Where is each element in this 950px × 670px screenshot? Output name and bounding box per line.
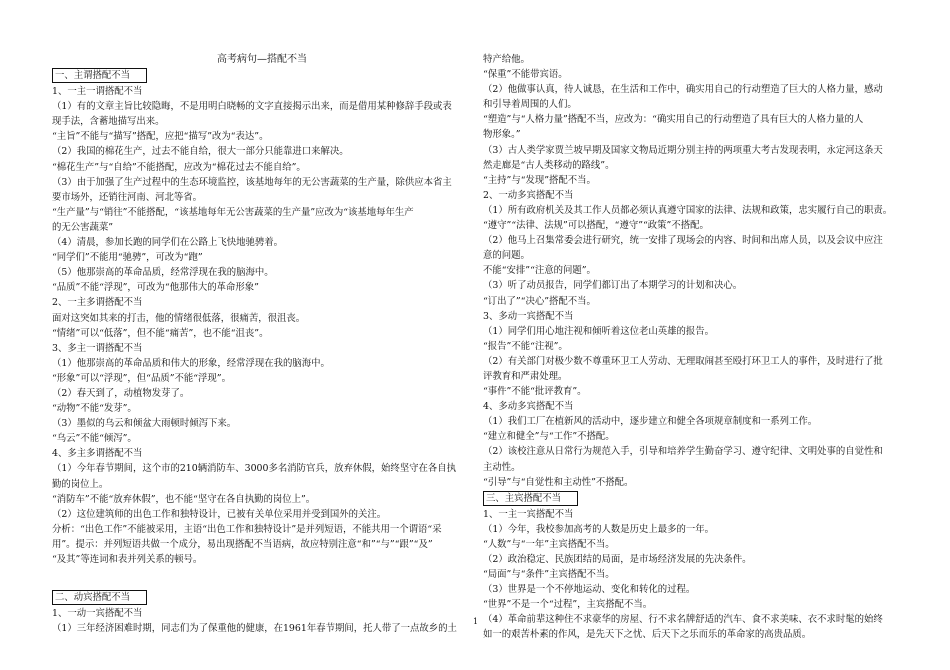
text-line: （4）清晨，参加长跑的同学们在公路上飞快地驰骋着。 <box>52 237 283 249</box>
text-line: （1）他那崇高的革命品质和伟大的形象，经常浮现在我的脑海中。 <box>52 357 330 369</box>
subheading: 1、一主一宾搭配不当 <box>483 508 574 520</box>
text-line: （2）有关部门对极少数不尊重环卫工人劳动、无理取闹甚至殴打环卫工人的事件，及时进行了批 <box>483 355 883 367</box>
text-line: “形象”可以“浮现”，但“品质”不能“浮现”。 <box>52 372 231 384</box>
text-line: “动物”不能“发芽”。 <box>52 403 137 415</box>
text-line: “情绪”可以“低落”，但不能“痛苦”，也不能“沮丧”。 <box>52 327 269 339</box>
subheading: 2、一动多宾搭配不当 <box>483 189 574 201</box>
text-line: （4）革命前辈这种住不求豪华的房屋、行不求名牌舒适的汽车、食不求美味、衣不求时髦的始终 <box>483 614 883 626</box>
page-number: 1 <box>473 617 479 626</box>
text-line: “同学们”不能用“驰骋”，可改为“跑” <box>52 252 203 264</box>
text-line: （1）今年春节期间，这个市的210辆消防车、3000多名消防官兵，放弃休假，始终坚守在各自执 <box>52 463 456 475</box>
subheading: 1、一主一谓搭配不当 <box>52 86 143 98</box>
text-line: （2）春天到了，动植物发芽了。 <box>52 387 190 399</box>
text-line: 评教育和严肃处理。 <box>483 370 568 382</box>
text-line: “事件”不能“批评教育”。 <box>483 386 587 398</box>
text-line: （1）今年，我校参加高考的人数是历史上最多的一年。 <box>483 523 714 535</box>
text-line: （1）所有政府机关及其工作人员都必须认真遵守国家的法律、法规和政策，忠实履行自己的职责。 <box>483 204 893 216</box>
text-line: “塑造”与“人格力量”搭配不当，应改为：“确实用自己的行动塑造了具有巨大的人格力量的人 <box>483 114 864 126</box>
text-line: （3）古人类学家贾兰坡早期及国家文物局近期分别主持的两项重大考古发现表明，永定河这条天 <box>483 144 883 156</box>
text-line: （1）有的文章主旨比较隐晦，不是用明白晓畅的文字直接揭示出来，而是借用某种修辞手段或表 <box>52 101 452 113</box>
text-line: “棉花生产”与“自给”不能搭配，应改为“棉花过去不能自给”。 <box>52 161 306 173</box>
text-line: 特产给他。 <box>483 54 530 65</box>
text-line: “建立和健全”与“工作”不搭配。 <box>483 431 615 443</box>
right-column <box>483 52 903 643</box>
left-column <box>52 52 472 636</box>
text-line: “人数”与“一年”主宾搭配不当。 <box>483 538 615 550</box>
section-heading-subject-object: 三、主宾搭配不当 <box>483 491 578 506</box>
text-line: “引导”与“自觉性和主动性”不搭配。 <box>483 476 634 488</box>
section-heading-subject-predicate: 一、主谓搭配不当 <box>52 68 147 83</box>
text-line: “乌云”不能“倾泻”。 <box>52 433 137 445</box>
text-line: 不能“安排”“注意的问题”。 <box>483 265 596 277</box>
subheading: 4、多主多谓搭配不当 <box>52 448 143 460</box>
subheading: 1、一动一宾搭配不当 <box>52 608 143 620</box>
text-line: 然走廊是“古人类移动的路线”。 <box>483 159 615 171</box>
text-line: “及其”等连词和表并列关系的顿号。 <box>52 554 203 565</box>
subheading: 3、多动一宾搭配不当 <box>483 310 574 322</box>
text-line: （3）世界是一个不停地运动、变化和转化的过程。 <box>483 584 696 596</box>
subheading: 4、多动多宾搭配不当 <box>483 401 574 413</box>
text-line: （1）同学们用心地注视和倾听着这位老山英雄的报告。 <box>483 325 714 337</box>
section-heading-verb-object: 二、动宾搭配不当 <box>52 590 147 605</box>
text-line: 现手法，含蓄地描写出来。 <box>52 116 165 128</box>
text-line: （2）这位建筑师的出色工作和独特设计，已被有关单位采用并受到国外的关注。 <box>52 508 387 520</box>
text-line: “报告”不能“注视”。 <box>483 340 568 352</box>
text-line: “订出了”“决心”搭配不当。 <box>483 295 596 307</box>
text-line: （1）三年经济困难时期，同志们为了保重他的健康，在1961年春节期间，托人带了一点故乡的土 <box>52 623 457 635</box>
text-line: （2）该校注意从日常行为规范入手，引导和培养学生勤奋学习、遵守纪律、文明处事的自觉性和 <box>483 446 883 458</box>
text-line: （2）他马上召集常委会进行研究，统一安排了现场会的内容、时间和出席人员，以及会议中应注 <box>483 235 883 247</box>
text-line: （1）我们工厂在植新风的活动中，逐步建立和健全各项规章制度和一系列工作。 <box>483 416 818 428</box>
spacer <box>52 567 472 589</box>
text-line: （5）他那崇高的革命品质，经常浮现在我的脑海中。 <box>52 267 274 279</box>
text-line: “遵守”“法律、法规”可以搭配，“遵守”“政策”不搭配。 <box>483 220 709 232</box>
text-line: 用”。提示：并列短语共做一个成分，易出现搭配不当语病，故应特别注意“和”“与”“跟”“及” <box>52 538 433 550</box>
text-line: （3）墨似的乌云和倾盆大雨顿时倾泻下来。 <box>52 418 237 430</box>
text-line: “主旨”不能与“描写”搭配，应把“描写”改为“表达”。 <box>52 131 269 143</box>
text-line: （2）他做事认真，待人诚恳，在生活和工作中，确实用自己的行动塑造了巨大的人格力量，感动 <box>483 84 883 96</box>
text-line: （2）我国的棉花生产，过去不能自给，很大一部分只能靠进口来解决。 <box>52 146 349 158</box>
text-line: “局面”与“条件”主宾搭配不当。 <box>483 569 615 581</box>
text-line: “保重”不能带宾语。 <box>483 69 568 81</box>
text-line: 面对这突如其来的打击，他的情绪很低落，很痛苦，很沮丧。 <box>52 312 306 324</box>
text-line: 的无公害蔬菜” <box>52 221 114 233</box>
text-line: “消防车”不能“放弃休假”，也不能“坚守在各自执勤的岗位上”。 <box>52 493 316 505</box>
text-line: 和引导着周围的人们。 <box>483 99 577 111</box>
text-line: （3）听了动员报告，同学们都订出了本期学习的计划和决心。 <box>483 280 743 292</box>
text-line: 如一的艰苦朴素的作风，是先天下之忧、后天下之乐而乐的革命家的高贵品质。 <box>483 629 812 641</box>
text-line: （3）由于加强了生产过程中的生态环境监控，该基地每年的无公害蔬菜的生产量，除供应本省主 <box>52 176 452 188</box>
text-line: “世界”不是一个“过程”，主宾搭配不当。 <box>483 599 653 611</box>
text-line: （2）政治稳定、民族团结的局面，是市场经济发展的先决条件。 <box>483 554 752 565</box>
text-line: “品质”不能“浮现”，可改为“他那伟大的革命形象” <box>52 282 259 294</box>
text-line: 分析：“出色工作”不能被采用，主语“出色工作和独特设计”是并列短语，不能共用一个谓语“采 <box>52 523 442 535</box>
text-line: 物形象。” <box>483 129 521 141</box>
text-line: 要市场外，还销往河南、河北等省。 <box>52 191 203 203</box>
document-title: 高考病句—搭配不当 <box>217 54 307 65</box>
text-line: 勤的岗位上。 <box>52 478 109 490</box>
text-line: 主动性。 <box>483 461 521 473</box>
text-line: “主持”与“发现”搭配不当。 <box>483 174 596 186</box>
text-line: 意的问题。 <box>483 250 530 262</box>
subheading: 2、一主多谓搭配不当 <box>52 297 143 309</box>
subheading: 3、多主一谓搭配不当 <box>52 342 143 354</box>
text-line: “生产量”与“销往”不能搭配，“该基地每年无公害蔬菜的生产量”应改为“该基地每年生产 <box>52 206 414 218</box>
